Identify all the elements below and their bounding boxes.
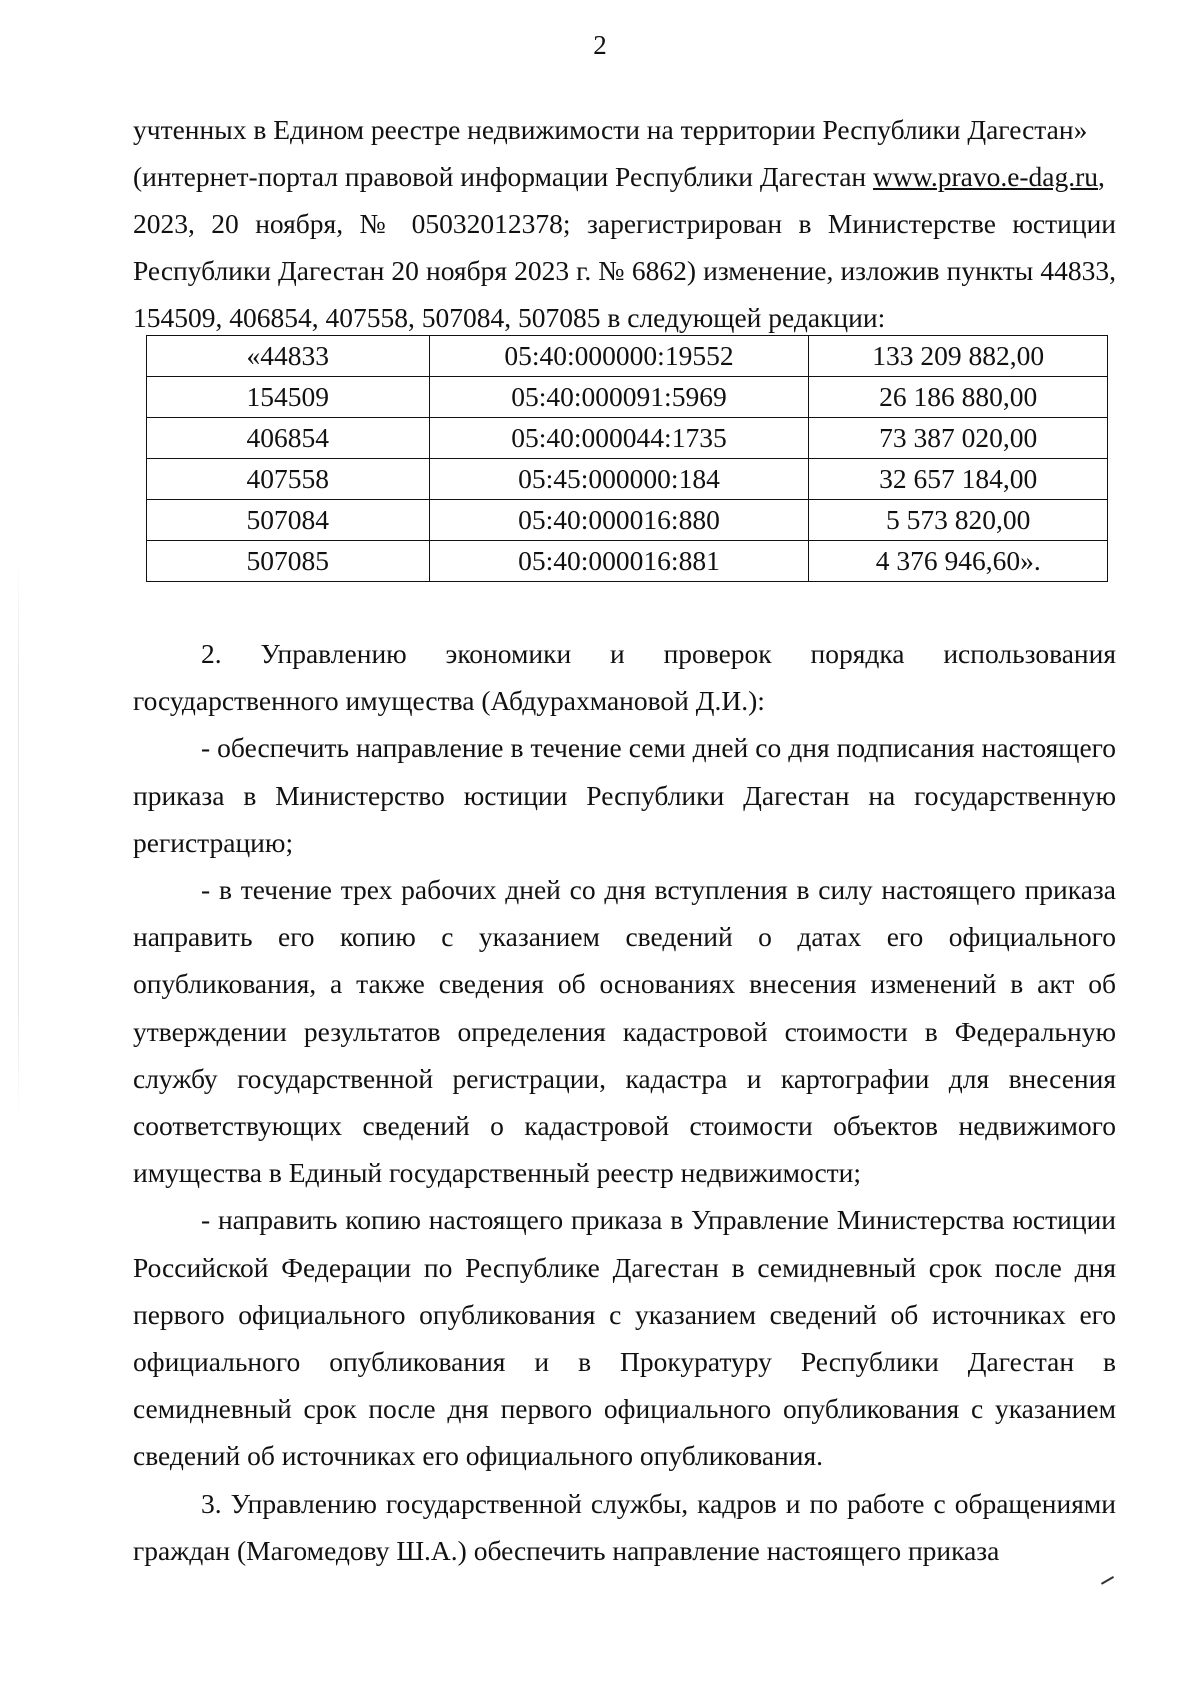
table-row	[147, 541, 1108, 582]
intro-line-2-prefix: (интернет-портал правовой информации Республики Дагестан	[133, 161, 874, 192]
item-number-cell: 407558	[147, 459, 430, 500]
intro-paragraph	[133, 106, 1116, 341]
paragraph-2: 2. Управлению экономики и проверок порядка использования государственного имущества (Абдурахмановой Д.И.):	[133, 638, 1116, 717]
cadastral-number-cell: 05:40:000016:881	[429, 541, 809, 582]
paragraph-3: 3. Управлению государственной службы, кадров и по работе с обращениями граждан (Магомедову Ш.А.) обеспечить направление настоящего приказа	[133, 1487, 1116, 1566]
pravo-link[interactable]: www.pravo.e-dag.ru	[873, 161, 1099, 192]
scan-binder-line	[18, 560, 19, 1120]
cadastral-value-cell: 32 657 184,00	[809, 459, 1108, 500]
intro-line-1: учтенных в Едином реестре недвижимости на территории Республики Дагестан»	[133, 114, 1088, 145]
table-row	[147, 500, 1108, 541]
item-number-cell: 507084	[147, 500, 430, 541]
intro-rest: 2023, 20 ноября, № 05032012378; зарегистрирован в Министерстве юстиции Республики Дагестан 20 ноября 2023 г. № 6862) изменение, изложив пункты 44833, 154509, 406854, 407558, 507084, 507085 в следующей редакции:	[133, 208, 1116, 333]
item-number-cell: 507085	[147, 541, 430, 582]
table-row	[147, 459, 1108, 500]
paragraph-2-item-2: - в течение трех рабочих дней со дня вступления в силу настоящего приказа направить его копию с указанием сведений о датах его официального опубликования, а также сведения об основаниях внесения изменений в акт об утверждении результатов определения кадастровой стоимости в Федеральную службу государственной регистрации, кадастра и картографии для внесения соответствующих сведений о кадастровой стоимости объектов недвижимого имущества в Единый государственный реестр недвижимости;	[133, 874, 1116, 1189]
paragraph-2-item-1: - обеспечить направление в течение семи дней со дня подписания настоящего приказа в Министерство юстиции Республики Дагестан на государственную регистрацию;	[133, 732, 1116, 858]
cadastral-value-table	[146, 335, 1108, 582]
table-row	[147, 336, 1108, 377]
table-row	[147, 377, 1108, 418]
cadastral-value-cell: 5 573 820,00	[809, 500, 1108, 541]
intro-line-2	[133, 153, 1116, 200]
item-number-cell: 154509	[147, 377, 430, 418]
page-number: 2	[593, 30, 607, 60]
cadastral-number-cell: 05:40:000091:5969	[429, 377, 809, 418]
cadastral-value-cell: 26 186 880,00	[809, 377, 1108, 418]
cadastral-number-cell: 05:40:000044:1735	[429, 418, 809, 459]
cadastral-number-cell: 05:40:000000:19552	[429, 336, 809, 377]
table-row	[147, 418, 1108, 459]
item-number-cell: 406854	[147, 418, 430, 459]
intro-line-2-suffix: ,	[1098, 161, 1105, 192]
cadastral-value-cell: 73 387 020,00	[809, 418, 1108, 459]
cadastral-number-cell: 05:45:000000:184	[429, 459, 809, 500]
paragraph-2-item-3: - направить копию настоящего приказа в Управление Министерства юстиции Российской Федерации по Республике Дагестан в семидневный срок после дня первого официального опубликования с указанием сведений об источниках его официального опубликования и в Прокуратуру Республики Дагестан в семидневный срок после дня первого официального опубликования с указанием сведений об источниках его официального опубликования.	[133, 1204, 1116, 1472]
order-body	[133, 630, 1116, 1574]
item-number-cell: «44833	[147, 336, 430, 377]
cadastral-value-cell: 133 209 882,00	[809, 336, 1108, 377]
cadastral-value-cell: 4 376 946,60».	[809, 541, 1108, 582]
cadastral-number-cell: 05:40:000016:880	[429, 500, 809, 541]
